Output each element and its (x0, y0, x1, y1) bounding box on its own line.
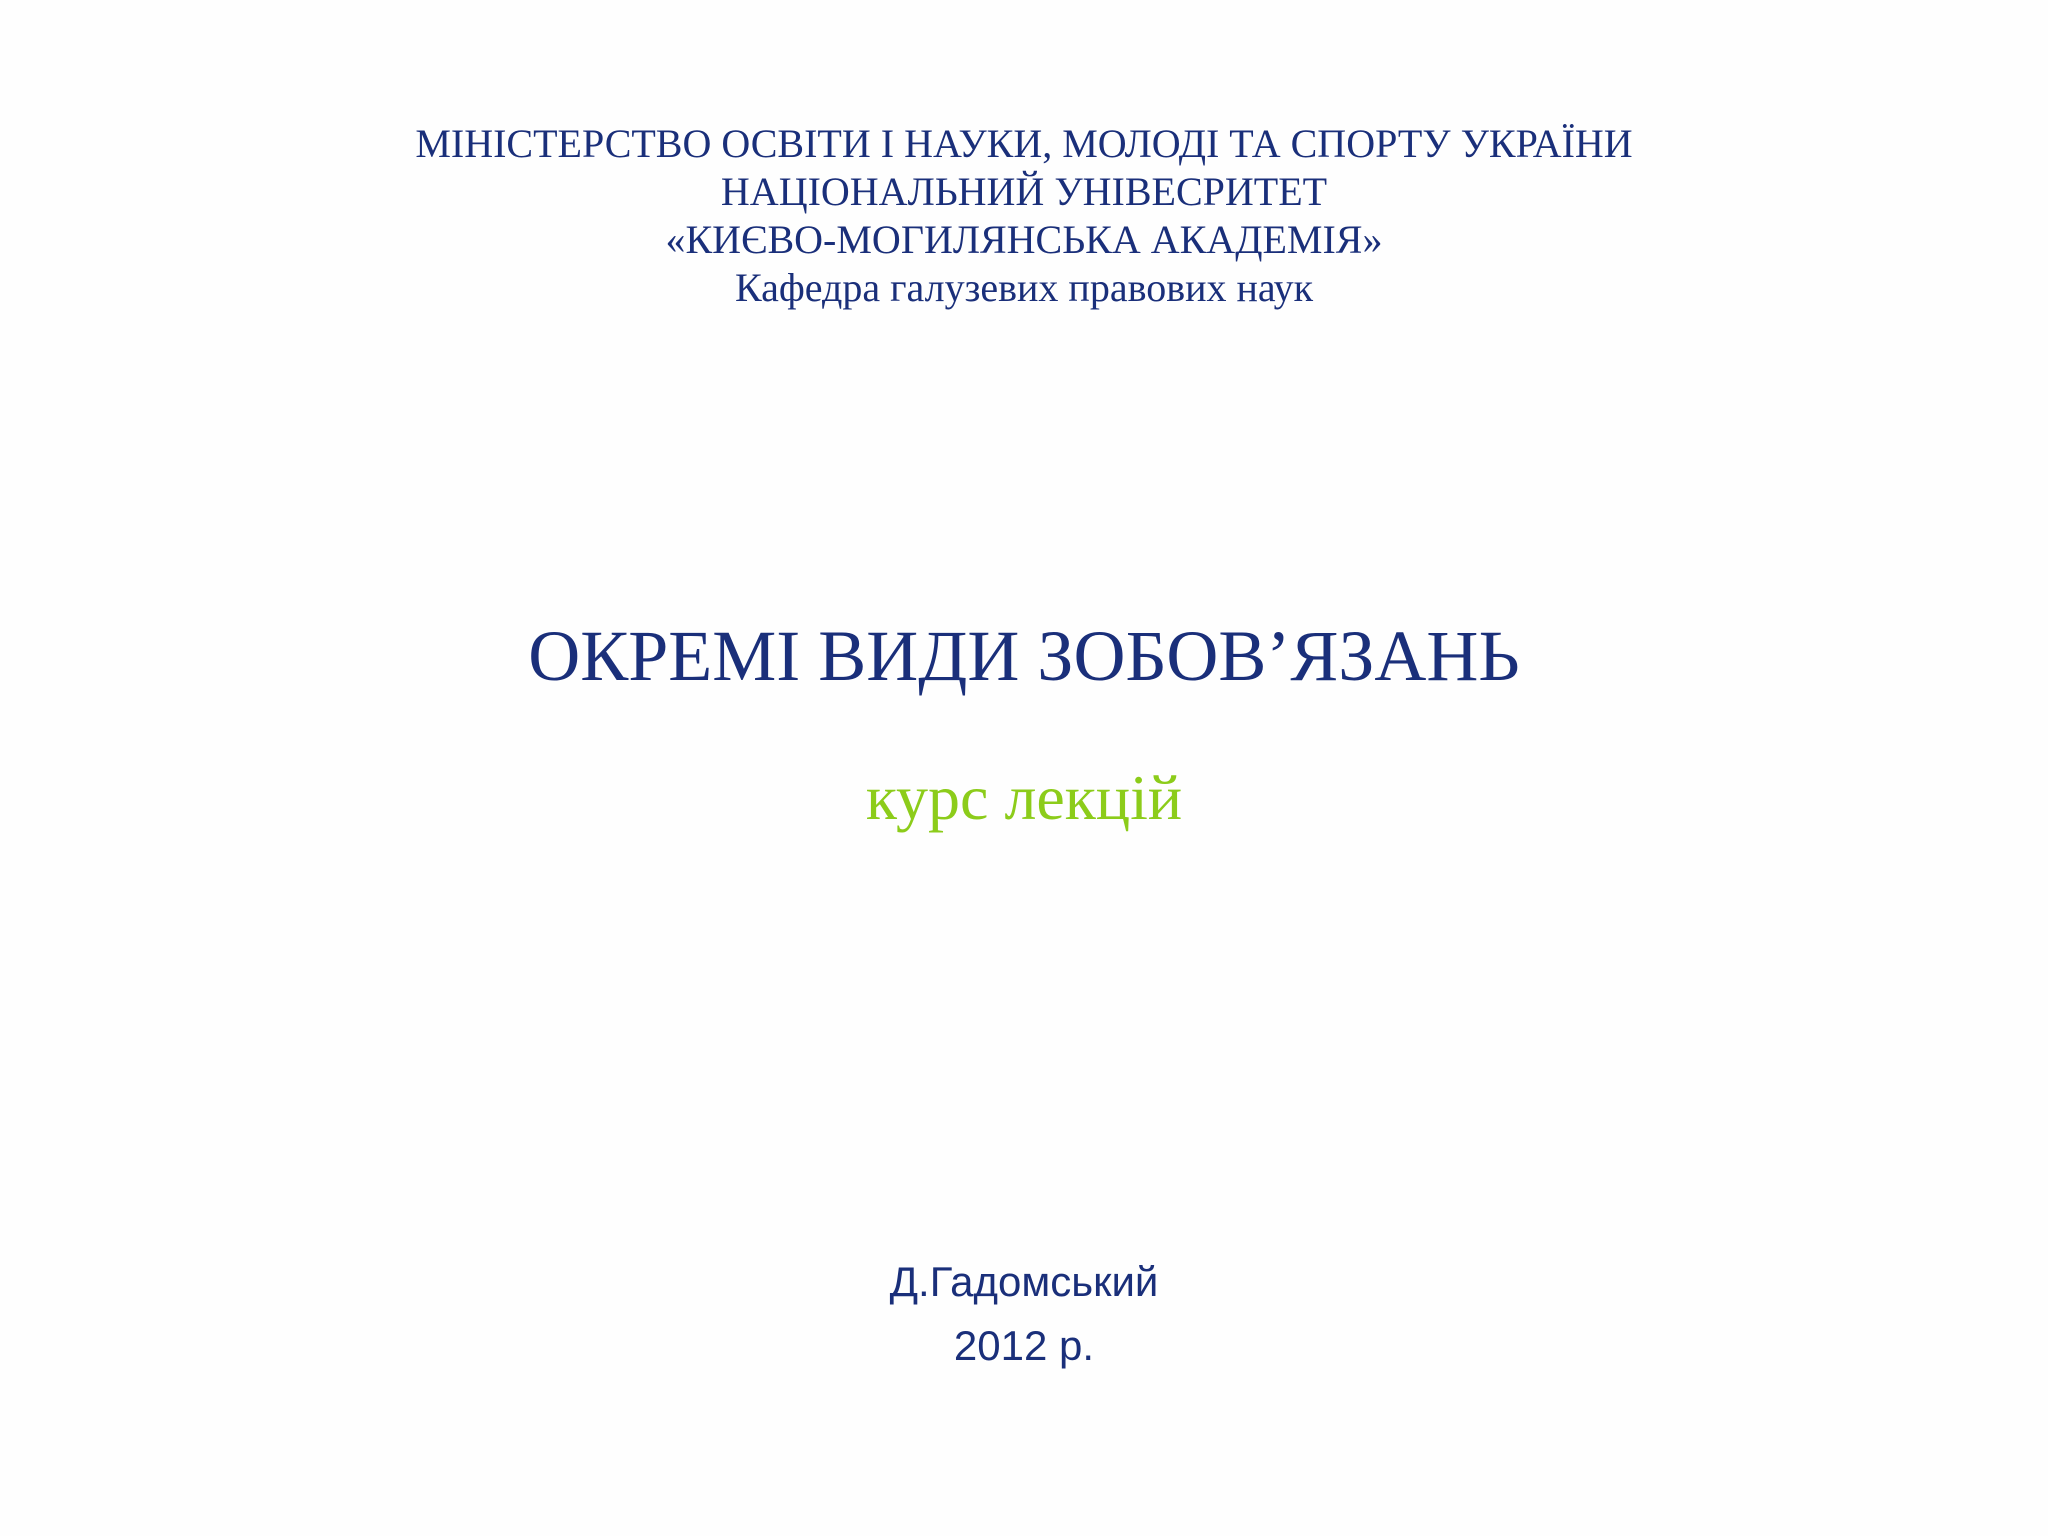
ministry-line: МІНІСТЕРСТВО ОСВІТИ І НАУКИ, МОЛОДІ ТА СПОРТУ УКРАЇНИ (415, 121, 1633, 166)
author-block (0, 1250, 2048, 1378)
university-line: НАЦІОНАЛЬНИЙ УНІВЕСРИТЕТ (720, 169, 1328, 214)
publication-year: 2012 р. (953, 1322, 1095, 1369)
department-line: Кафедра галузевих правових наук (734, 265, 1314, 310)
academy-line: «КИЄВО-МОГИЛЯНСЬКА АКАДЕМІЯ» (665, 217, 1383, 262)
slide-title: ОКРЕМІ ВИДИ ЗОБОВ’ЯЗАНЬ (528, 616, 1520, 696)
institution-header (0, 120, 2048, 312)
slide-subtitle: курс лекцій (865, 762, 1183, 833)
author-name: Д.Гадомський (889, 1258, 1159, 1305)
